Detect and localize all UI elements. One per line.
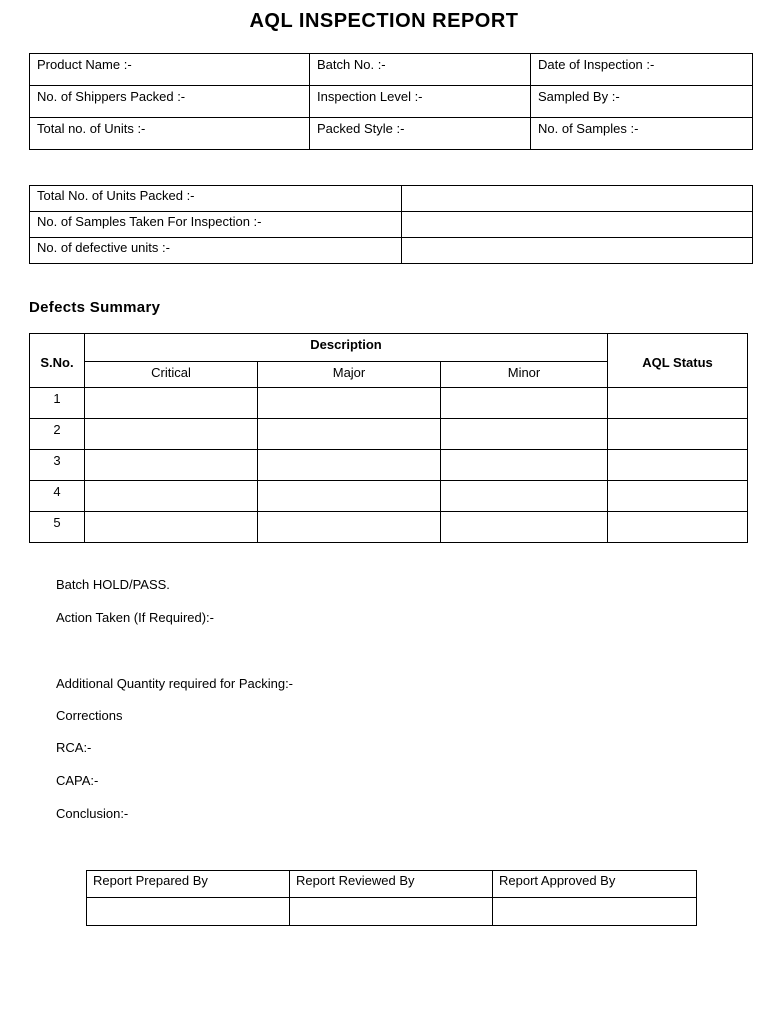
conclusion-label: Conclusion:- bbox=[56, 806, 129, 821]
critical-cell[interactable] bbox=[85, 481, 258, 512]
total-units-field[interactable]: Total no. of Units :- bbox=[30, 118, 310, 150]
capa-label: CAPA:- bbox=[56, 773, 99, 788]
table-header-row bbox=[30, 334, 748, 362]
reviewed-by-signature[interactable] bbox=[290, 898, 493, 926]
major-cell[interactable] bbox=[258, 388, 441, 419]
major-cell[interactable] bbox=[258, 512, 441, 543]
major-cell[interactable] bbox=[258, 419, 441, 450]
table-row bbox=[30, 388, 748, 419]
defective-units-label: No. of defective units :- bbox=[30, 238, 402, 264]
table-row bbox=[30, 118, 753, 150]
aql-status-cell[interactable] bbox=[608, 512, 748, 543]
rca-label: RCA:- bbox=[56, 740, 92, 755]
critical-cell[interactable] bbox=[85, 450, 258, 481]
prepared-by-signature[interactable] bbox=[87, 898, 290, 926]
row-number: 1 bbox=[30, 388, 85, 419]
prepared-by-label: Report Prepared By bbox=[87, 871, 290, 898]
aql-status-header: AQL Status bbox=[608, 334, 748, 388]
defects-summary-table bbox=[29, 333, 748, 543]
major-header: Major bbox=[258, 362, 441, 388]
table-row bbox=[87, 898, 697, 926]
batch-no-field[interactable]: Batch No. :- bbox=[310, 54, 531, 86]
report-title: AQL INSPECTION REPORT bbox=[249, 10, 519, 32]
shippers-packed-field[interactable]: No. of Shippers Packed :- bbox=[30, 86, 310, 118]
aql-status-cell[interactable] bbox=[608, 388, 748, 419]
critical-cell[interactable] bbox=[85, 419, 258, 450]
packed-style-field[interactable]: Packed Style :- bbox=[310, 118, 531, 150]
table-row bbox=[30, 238, 753, 264]
defective-units-value[interactable] bbox=[402, 238, 753, 264]
units-packed-label: Total No. of Units Packed :- bbox=[30, 186, 402, 212]
major-cell[interactable] bbox=[258, 481, 441, 512]
minor-cell[interactable] bbox=[441, 450, 608, 481]
date-of-inspection-field[interactable]: Date of Inspection :- bbox=[531, 54, 753, 86]
table-row bbox=[30, 212, 753, 238]
aql-status-cell[interactable] bbox=[608, 450, 748, 481]
defects-summary-heading: Defects Summary bbox=[29, 299, 161, 316]
table-row bbox=[30, 450, 748, 481]
samples-taken-label: No. of Samples Taken For Inspection :- bbox=[30, 212, 402, 238]
table-header-row bbox=[87, 871, 697, 898]
approved-by-label: Report Approved By bbox=[493, 871, 697, 898]
row-number: 2 bbox=[30, 419, 85, 450]
table-row bbox=[30, 54, 753, 86]
additional-quantity-label: Additional Quantity required for Packing:- bbox=[56, 676, 294, 691]
table-row bbox=[30, 419, 748, 450]
batch-hold-pass-label: Batch HOLD/PASS. bbox=[56, 577, 170, 592]
critical-cell[interactable] bbox=[85, 512, 258, 543]
minor-cell[interactable] bbox=[441, 512, 608, 543]
samples-taken-value[interactable] bbox=[402, 212, 753, 238]
description-header: Description bbox=[85, 334, 608, 362]
unit-counts-table bbox=[29, 185, 753, 264]
minor-cell[interactable] bbox=[441, 388, 608, 419]
sampled-by-field[interactable]: Sampled By :- bbox=[531, 86, 753, 118]
minor-cell[interactable] bbox=[441, 419, 608, 450]
table-row bbox=[30, 186, 753, 212]
sno-header: S.No. bbox=[30, 334, 85, 388]
table-row bbox=[30, 481, 748, 512]
aql-status-cell[interactable] bbox=[608, 481, 748, 512]
row-number: 3 bbox=[30, 450, 85, 481]
minor-header: Minor bbox=[441, 362, 608, 388]
major-cell[interactable] bbox=[258, 450, 441, 481]
critical-cell[interactable] bbox=[85, 388, 258, 419]
no-of-samples-field[interactable]: No. of Samples :- bbox=[531, 118, 753, 150]
row-number: 5 bbox=[30, 512, 85, 543]
action-taken-label: Action Taken (If Required):- bbox=[56, 610, 214, 625]
product-info-table bbox=[29, 53, 753, 150]
units-packed-value[interactable] bbox=[402, 186, 753, 212]
inspection-level-field[interactable]: Inspection Level :- bbox=[310, 86, 531, 118]
reviewed-by-label: Report Reviewed By bbox=[290, 871, 493, 898]
table-row bbox=[30, 86, 753, 118]
approved-by-signature[interactable] bbox=[493, 898, 697, 926]
table-row bbox=[30, 512, 748, 543]
aql-status-cell[interactable] bbox=[608, 419, 748, 450]
row-number: 4 bbox=[30, 481, 85, 512]
corrections-label: Corrections bbox=[56, 708, 123, 723]
critical-header: Critical bbox=[85, 362, 258, 388]
minor-cell[interactable] bbox=[441, 481, 608, 512]
signoff-table bbox=[86, 870, 697, 926]
product-name-field[interactable]: Product Name :- bbox=[30, 54, 310, 86]
